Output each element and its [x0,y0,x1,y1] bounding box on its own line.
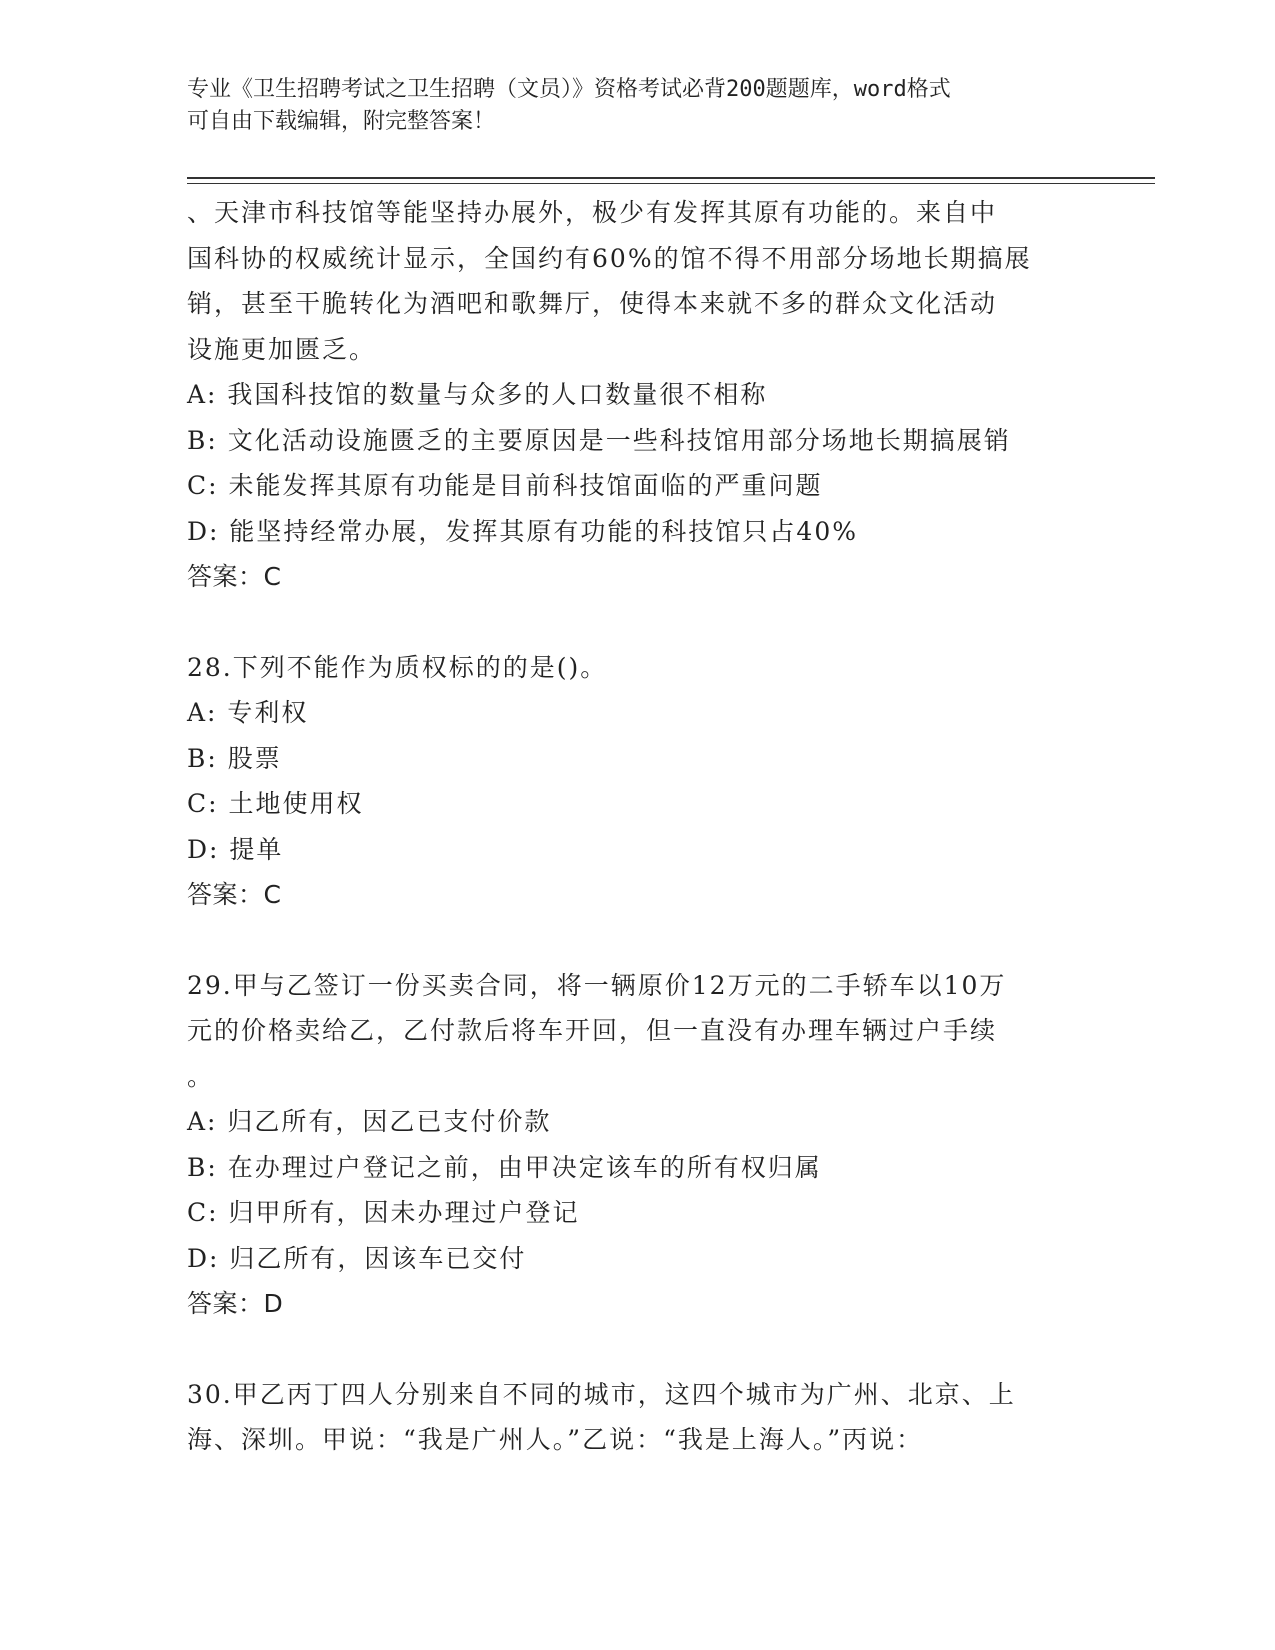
question-stem-line: 、天津市科技馆等能坚持办展外，极少有发挥其原有功能的。来自中 [187,198,998,227]
question-stem-line: 。 [187,1061,215,1091]
option-a: A: 我国科技馆的数量与众多的人口数量很不相称 [187,380,768,409]
question-stem-line: 设施更加匮乏。 [187,334,377,364]
answer: 答案：D [187,1289,284,1318]
option-b: B: 股票 [187,743,282,773]
question-30 [187,1372,1087,1463]
option-c: C: 未能发挥其原有功能是目前科技馆面临的严重问题 [187,471,823,500]
spacer [187,600,1087,645]
option-c: C: 土地使用权 [187,789,364,818]
question-stem-line: 29.甲与乙签订一份买卖合同，将一辆原价12万元的二手轿车以10万 [187,970,1007,1000]
answer: 答案：C [187,880,282,909]
document-header [187,74,1067,138]
question-stem-line: 30.甲乙丙丁四人分别来自不同的城市，这四个城市为广州、北京、上 [187,1379,1016,1409]
header-line-1: 专业《卫生招聘考试之卫生招聘（文员）》资格考试必背200题题库，word格式 [187,77,951,102]
option-d: D: 归乙所有，因该车已交付 [187,1243,527,1273]
question-stem-line: 销，甚至干脆转化为酒吧和歌舞厅，使得本来就不多的群众文化活动 [187,289,998,318]
question-27 [187,190,1087,600]
option-a: A: 专利权 [187,698,309,727]
question-stem-line: 元的价格卖给乙，乙付款后将车开回，但一直没有办理车辆过户手续 [187,1016,998,1045]
option-b: B: 文化活动设施匮乏的主要原因是一些科技馆用部分场地长期搞展销 [187,425,1011,455]
question-stem-line: 海、深圳。甲说：“我是广州人。”乙说：“我是上海人。”丙说： [187,1425,924,1454]
option-d: D: 能坚持经常办展，发挥其原有功能的科技馆只占40% [187,516,858,546]
question-28 [187,645,1087,918]
question-stem-line: 国科协的权威统计显示，全国约有60%的馆不得不用部分场地长期搞展 [187,243,1032,273]
spacer [187,1327,1087,1372]
header-rule-thick [187,177,1155,179]
option-c: C: 归甲所有，因未办理过户登记 [187,1198,580,1227]
header-line-2: 可自由下载编辑，附完整答案！ [187,109,496,134]
header-rule-thin [187,183,1155,184]
answer: 答案：C [187,562,282,591]
question-29 [187,963,1087,1327]
option-a: A: 归乙所有，因乙已支付价款 [187,1107,552,1136]
option-b: B: 在办理过户登记之前，由甲决定该车的所有权归属 [187,1152,822,1182]
question-stem-line: 28.下列不能作为质权标的的是()。 [187,652,608,682]
option-d: D: 提单 [187,834,284,864]
spacer [187,918,1087,963]
document-body [187,190,1087,1463]
